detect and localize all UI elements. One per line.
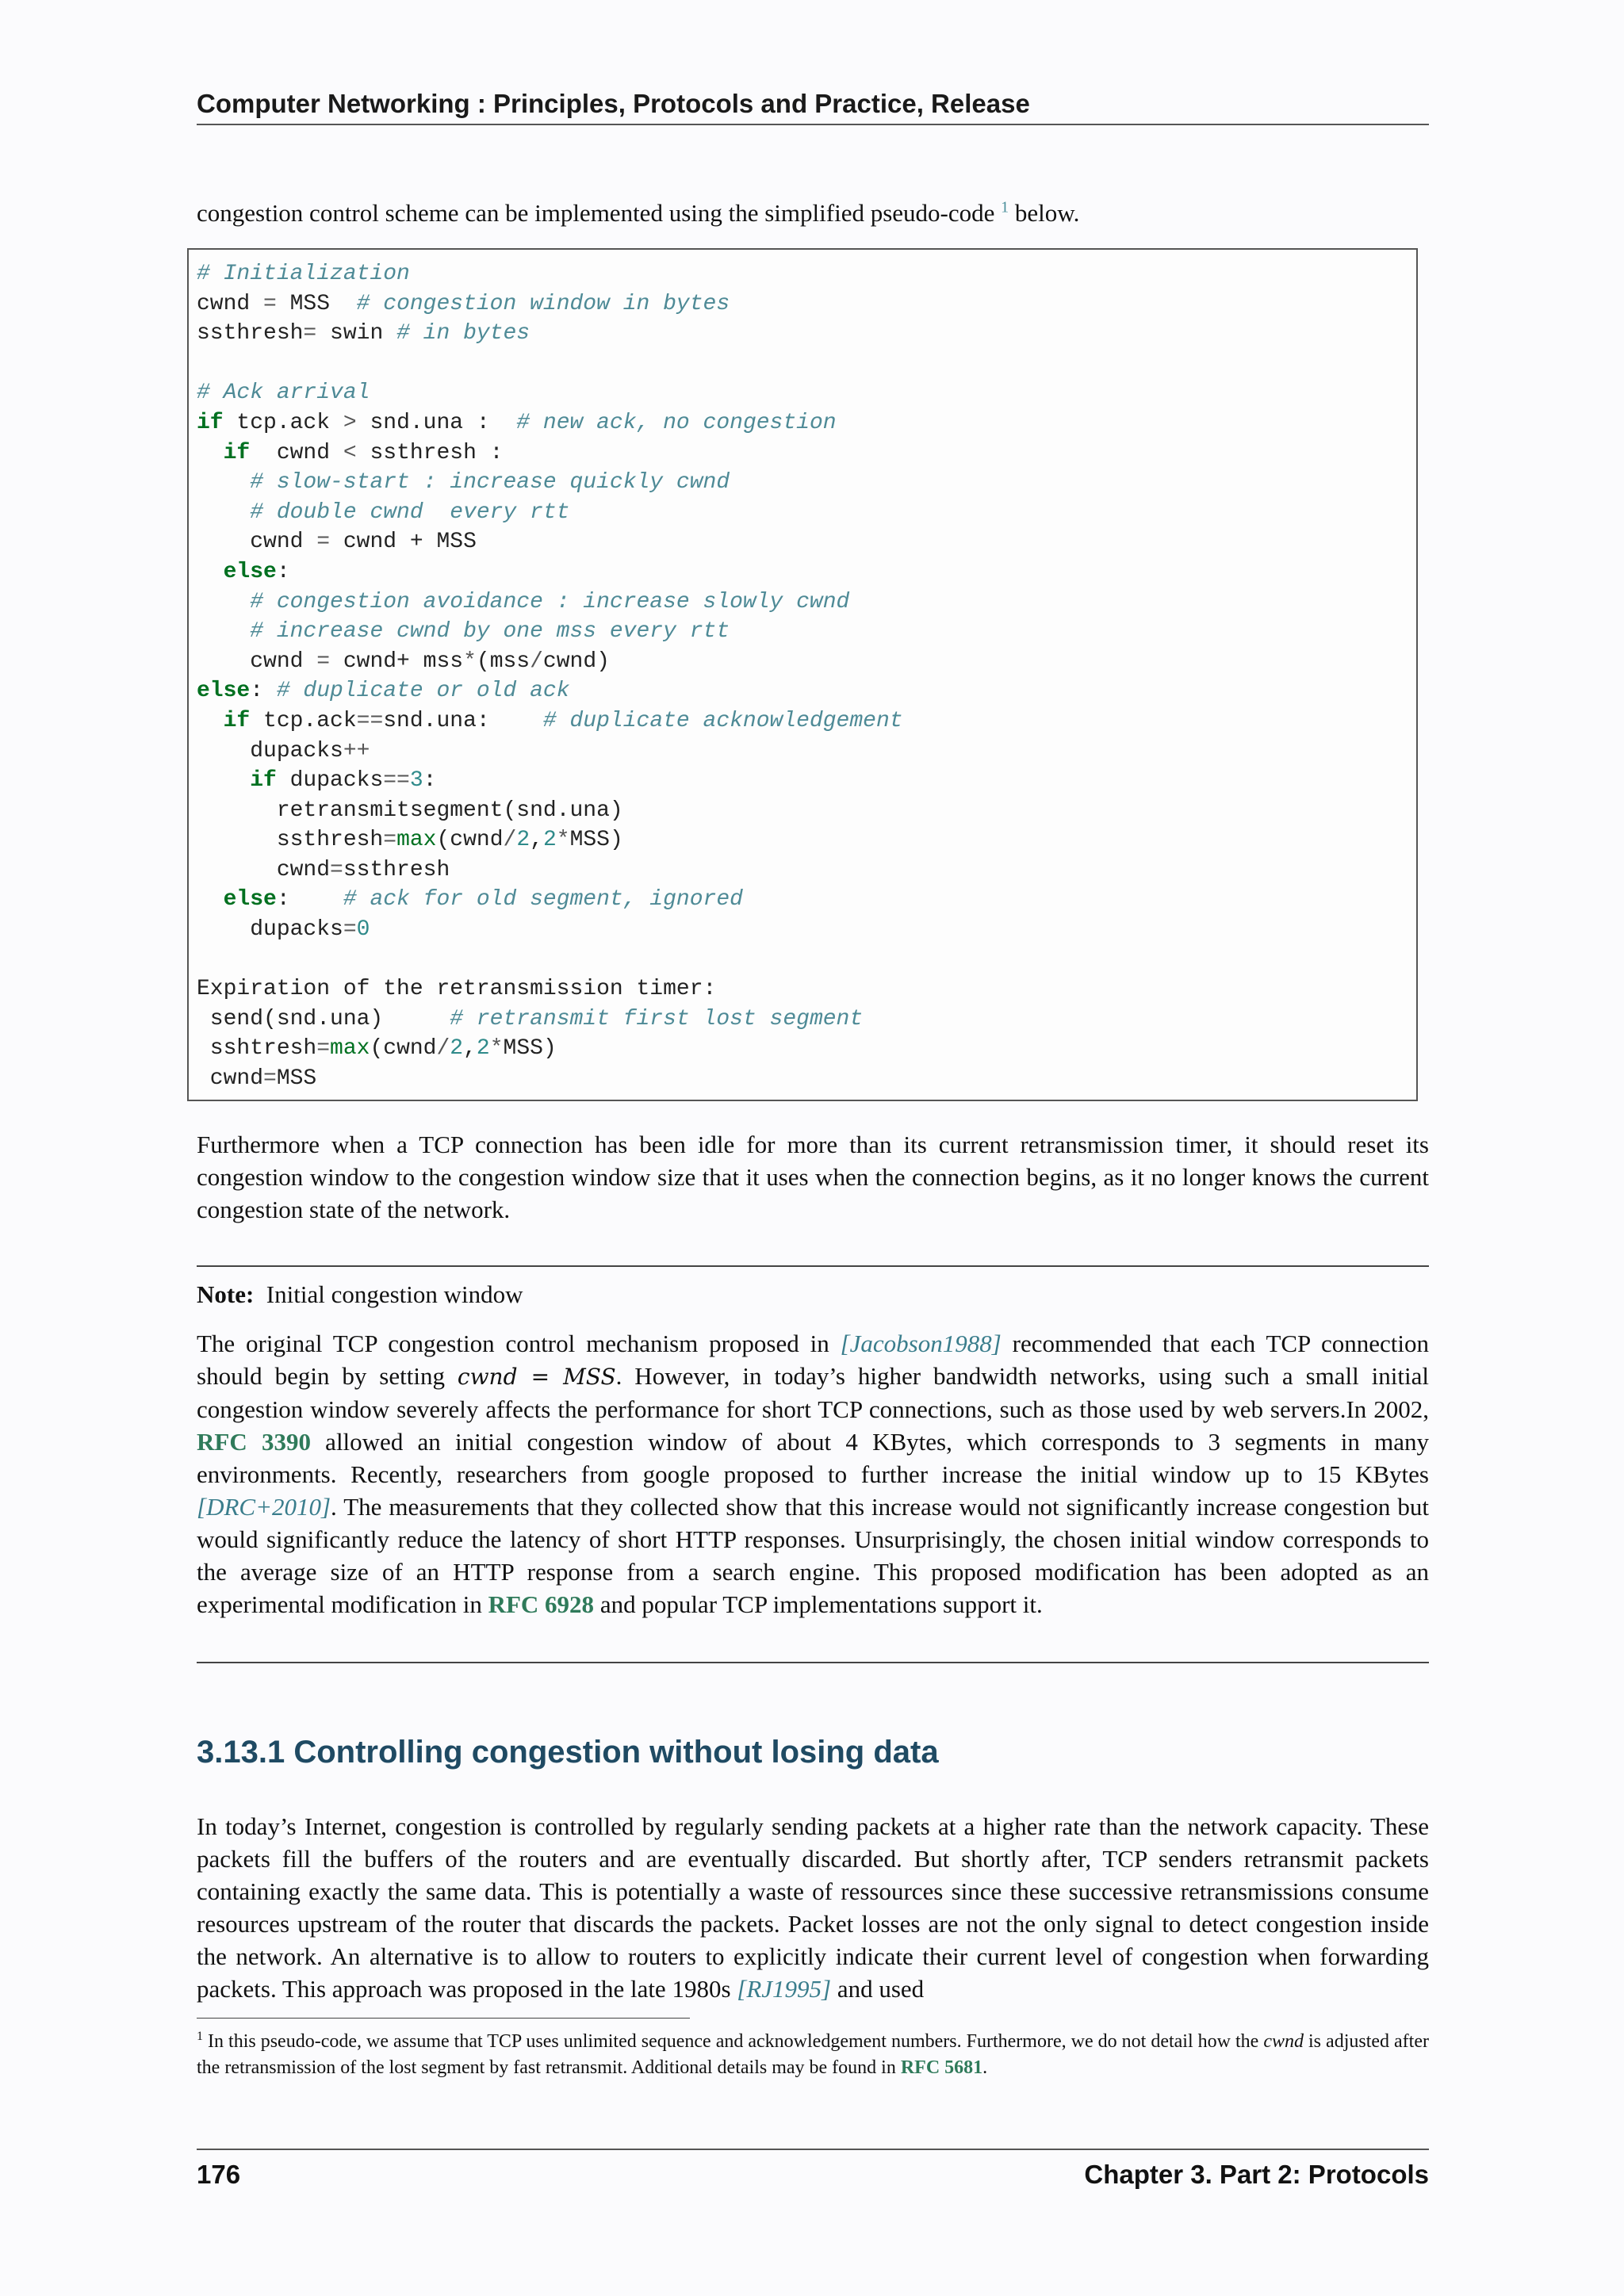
footnote-text: In this pseudo-code, we assume that TCP uses unlimited sequence and acknowledgement numbers. Furthermore, we do not detail how the — [203, 2031, 1264, 2052]
code-line: cwnd = cwnd+ mss*(mss/cwnd) — [197, 649, 610, 674]
math-expression: cwnd = MSS — [457, 1364, 616, 1390]
page-footer — [197, 2149, 1429, 2190]
footnote-emphasis: cwnd — [1263, 2031, 1304, 2052]
note-text: . The measurements that they collected show that this increase would not significantly increase congestion but would significantly reduce the latency of short HTTP responses. Unsurprisingly, the chosen initial window corresponds to the average size of an HTTP response from a search engine. This proposed modification has been adopted as an experimental modification in — [197, 1493, 1429, 1618]
note-label: Note: — [197, 1280, 255, 1308]
idle-reset-paragraph: Furthermore when a TCP connection has been idle for more than its current retransmission timer, it should reset its congestion window to the congestion window size that it uses when the connection begins, as it no longer knows the current congestion state of the network. — [197, 1131, 1429, 1223]
section-heading: 3.13.1 Controlling congestion without losing data — [197, 1735, 939, 1770]
running-header: Computer Networking : Principles, Protocols and Practice, Release — [197, 89, 1429, 125]
code-line: cwnd = cwnd + MSS — [197, 530, 477, 555]
section-text-end: and used — [831, 1975, 925, 2003]
code-line: # slow-start : increase quickly cwnd — [250, 470, 730, 496]
note-title-text: Initial congestion window — [266, 1280, 523, 1308]
code-line: else: # duplicate or old ack — [197, 679, 570, 704]
code-line: send(snd.una) # retransmit first lost segment — [197, 1006, 864, 1031]
code-line: ssthresh=max(cwnd/2,2*MSS) — [197, 828, 623, 853]
note-box — [197, 1265, 1429, 1663]
note-text: The original TCP congestion control mechanism proposed in — [197, 1330, 841, 1357]
footnote-text-end: . — [982, 2057, 988, 2078]
intro-text: congestion control scheme can be implemented using the simplified pseudo-code — [197, 199, 1002, 227]
code-line: if tcp.ack > snd.una : # new ack, no congestion — [197, 410, 837, 435]
section-text: In today’s Internet, congestion is controlled by regularly sending packets at a higher rate than the network capacity. These packets fill the buffers of the routers and are eventually discarded. But shortly after, TCP senders retransmit packets containing exactly the same data. This is potentially a waste of ressources since these successive retransmissions consume resources upstream of the router that discards the packets. Packet losses are not the only signal to detect congestion inside the network. An alternative is to allow to routers to explicitly indicate their current level of congestion when forwarding packets. This approach was proposed in the late 1980s — [197, 1812, 1429, 2003]
code-line: # Ack arrival — [197, 381, 370, 406]
code-line: # congestion avoidance : increase slowly cwnd — [250, 589, 850, 614]
note-text: and popular TCP implementations support it. — [594, 1590, 1043, 1618]
footnote — [197, 2023, 1429, 2081]
code-line: if dupacks==3: — [250, 768, 437, 794]
code-line: else: — [223, 559, 290, 584]
note-text: recommended that each TCP connection should begin by setting — [197, 1330, 1429, 1390]
footnote-text: is adjusted after the retransmission of the lost segment by fast retransmit. Additional details may be found in — [197, 2031, 1429, 2078]
footnote-divider — [197, 2018, 690, 2019]
note-title — [197, 1278, 523, 1311]
code-line: cwnd=MSS — [197, 1066, 317, 1092]
intro-paragraph — [197, 197, 1429, 229]
code-line: Expiration of the retransmission timer: — [197, 977, 717, 1002]
footnote-number: 1 — [197, 2030, 203, 2043]
note-text: . However, in today’s higher bandwidth networks, using such a small initial congestion window severely affects the performance for short TCP connections, such as those used by web servers.In 2002, — [197, 1362, 1429, 1423]
code-line: else: # ack for old segment, ignored — [223, 887, 743, 913]
rfc-link-6928[interactable]: RFC 6928 — [488, 1590, 595, 1618]
section-paragraph — [197, 1810, 1429, 2005]
code-line: retransmitsegment(snd.una) — [197, 798, 623, 823]
chapter-label: Chapter 3. Part 2: Protocols — [1084, 2160, 1429, 2189]
pseudo-code-block — [187, 248, 1418, 1101]
code-line: if cwnd < ssthresh : — [223, 440, 504, 465]
citation-link-rj1995[interactable]: [RJ1995] — [737, 1975, 832, 2003]
code-line: dupacks=0 — [197, 917, 370, 943]
page-number: 176 — [197, 2160, 241, 2189]
rfc-link-3390[interactable]: RFC 3390 — [197, 1428, 311, 1456]
code-line: cwnd = MSS # congestion window in bytes — [197, 291, 730, 316]
code-line: sshtresh=max(cwnd/2,2*MSS) — [197, 1036, 557, 1062]
code-line: cwnd=ssthresh — [197, 857, 450, 882]
code-line: # double cwnd every rtt — [250, 499, 570, 525]
intro-text-end: below. — [1009, 199, 1080, 227]
code-line: if tcp.ack==snd.una: # duplicate acknowledgement — [223, 708, 903, 733]
note-body — [197, 1327, 1429, 1621]
code-line: dupacks++ — [197, 738, 370, 763]
code-line: # increase cwnd by one mss every rtt — [250, 619, 730, 645]
footnote-ref-link[interactable]: 1 — [1001, 198, 1009, 216]
citation-link-drc2010[interactable]: [DRC+2010] — [197, 1493, 331, 1521]
citation-link-jacobson1988[interactable]: [Jacobson1988] — [840, 1330, 1002, 1357]
rfc-link-5681[interactable]: RFC 5681 — [900, 2057, 983, 2078]
note-text: allowed an initial congestion window of about 4 KBytes, which corresponds to 3 segments in many environments. Recently, researchers from google proposed to further increase the initial window up to 15 KBytes — [197, 1428, 1429, 1488]
code-line: ssthresh= swin # in bytes — [197, 321, 530, 346]
code-line: # Initialization — [197, 262, 410, 286]
